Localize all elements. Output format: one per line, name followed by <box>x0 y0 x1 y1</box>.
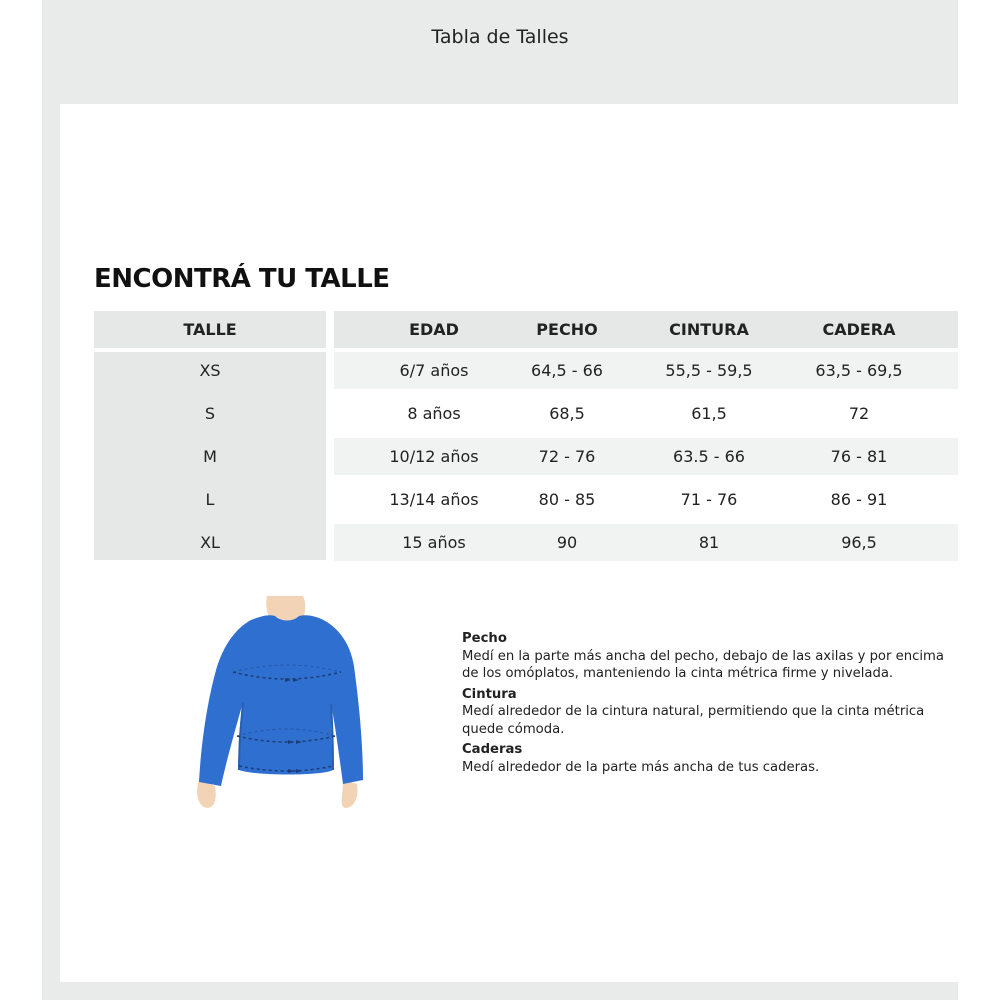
cell-talle: S <box>204 404 216 423</box>
cell-cadera: 76 - 81 <box>830 447 888 466</box>
size-chart-content <box>60 104 958 982</box>
instruction-text-pecho: Medí en la parte más ancha del pecho, debajo de las axilas y por encima de los omóplatos, manteniendo la cinta métrica firme y nivelada. <box>462 648 944 681</box>
cell-edad: 15 años <box>402 533 466 552</box>
cell-cadera: 63,5 - 69,5 <box>815 361 903 380</box>
cell-cintura: 61,5 <box>691 404 727 423</box>
measurement-instructions <box>462 630 958 779</box>
header-pecho: PECHO <box>536 320 598 339</box>
instruction-text-caderas: Medí alrededor de la parte más ancha de tus caderas. <box>462 759 820 775</box>
cell-pecho: 72 - 76 <box>538 447 596 466</box>
table-row <box>94 352 958 389</box>
cell-cintura: 71 - 76 <box>680 490 738 509</box>
header-talle: TALLE <box>94 311 326 348</box>
cell-pecho: 80 - 85 <box>538 490 596 509</box>
cell-cadera: 86 - 91 <box>830 490 888 509</box>
table-row <box>94 395 958 432</box>
instruction-label-caderas: Caderas <box>462 742 523 757</box>
table-header-row <box>94 311 958 348</box>
cell-talle: L <box>205 490 215 509</box>
table-row <box>94 524 958 561</box>
cell-talle: XS <box>199 361 221 380</box>
cell-pecho: 90 <box>556 533 578 552</box>
cell-edad: 6/7 años <box>399 361 469 380</box>
cell-cadera: 96,5 <box>841 533 877 552</box>
header-cintura: CINTURA <box>669 320 749 339</box>
cell-talle: XL <box>200 533 220 552</box>
cell-pecho: 68,5 <box>549 404 585 423</box>
header-edad: EDAD <box>409 320 459 339</box>
table-row <box>94 481 958 518</box>
cell-cintura: 55,5 - 59,5 <box>665 361 753 380</box>
cell-cintura: 63.5 - 66 <box>673 447 745 466</box>
instruction-label-pecho: Pecho <box>462 631 507 646</box>
instruction-text-cintura: Medí alrededor de la cintura natural, permitiendo que la cinta métrica quede cómoda. <box>462 704 925 737</box>
table-row <box>94 438 958 475</box>
cell-cadera: 72 <box>848 404 870 423</box>
cell-talle: M <box>203 447 217 466</box>
header-cadera: CADERA <box>822 320 896 339</box>
cell-edad: 13/14 años <box>389 490 479 509</box>
page-heading: ENCONTRÁ TU TALLE <box>94 264 390 294</box>
cell-pecho: 64,5 - 66 <box>531 361 603 380</box>
modal-title: Tabla de Talles <box>431 26 569 48</box>
shirt-measurement-figure-icon <box>193 594 383 814</box>
cell-cintura: 81 <box>698 533 720 552</box>
instruction-label-cintura: Cintura <box>462 686 517 702</box>
cell-edad: 8 años <box>407 404 461 423</box>
cell-edad: 10/12 años <box>389 447 479 466</box>
